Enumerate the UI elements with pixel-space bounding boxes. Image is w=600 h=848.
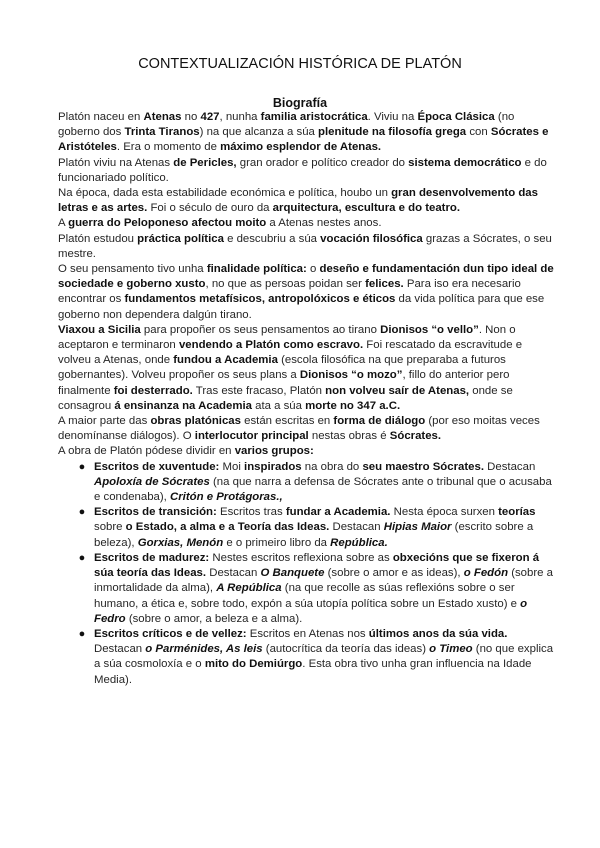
- emphasis-text: [145, 643, 262, 655]
- text-run: (sobre a inmortalidade da alma),: [94, 567, 553, 595]
- emphasis-text: Sócrates e Aristóteles: [58, 126, 549, 154]
- works-group-item: [58, 551, 558, 627]
- emphasis-text: seu maestro Sócrates.: [362, 460, 484, 473]
- emphasis-text: [216, 582, 281, 594]
- text-run: Na época, dada esta estabilidade económica e política, houbo un: [58, 187, 392, 200]
- emphasis-text: [170, 491, 283, 503]
- text-run: Escritos tras: [216, 506, 286, 519]
- emphasis-text: non volveu saír de Atenas,: [325, 384, 470, 397]
- emphasis-text: máximo esplendor de Atenas.: [220, 141, 382, 154]
- text-run: con: [466, 126, 491, 139]
- emphasis-text: Trinta Tiranos: [124, 126, 200, 139]
- emphasis-text: varios grupos:: [234, 445, 314, 458]
- text-run: nestas obras é: [308, 430, 390, 443]
- emphasis-text: fundar a Academia.: [285, 506, 391, 519]
- text-run: , nunha: [219, 111, 261, 123]
- emphasis-text: últimos anos da súa vida.: [368, 627, 508, 640]
- emphasis-text: Escritos críticos e de vellez:: [94, 627, 247, 640]
- bullet-icon: ●: [78, 627, 86, 640]
- emphasis-text: finalidade política:: [206, 263, 307, 276]
- emphasis-text: arquitectura, escultura e do teatro.: [272, 202, 461, 215]
- text-run: (sobre o amor e as ideas),: [324, 567, 464, 580]
- text-run: Destacan: [206, 567, 261, 580]
- text-run: sobre: [94, 521, 126, 534]
- text-run: Foi o século de ouro da: [147, 202, 273, 215]
- emphasis-text: guerra do Peloponeso afectou moito: [68, 217, 267, 230]
- emphasis-text: [94, 476, 210, 488]
- text-run: están escritas en: [240, 415, 334, 428]
- emphasis-text: teorías: [498, 506, 536, 519]
- emphasis-text: práctica política: [137, 232, 224, 245]
- paragraph: [58, 323, 558, 414]
- text-run: A maior parte das: [58, 415, 151, 428]
- emphasis-text: Escritos de transición:: [94, 506, 217, 519]
- text-run: e o primeiro libro da: [223, 536, 331, 549]
- paragraph: [58, 414, 558, 444]
- emphasis-text: [384, 521, 452, 533]
- text-run: Destacan: [94, 643, 146, 656]
- emphasis-text: Hipias Maior: [383, 521, 452, 534]
- body-text: [58, 110, 558, 688]
- text-run: (sobre o amor, a beleza e a alma).: [125, 612, 303, 625]
- emphasis-text: deseño e fundamentación dun tipo ideal de sociedade e goberno xusto: [58, 263, 554, 291]
- emphasis-text: Critón e Protágoras.,: [170, 491, 283, 504]
- paragraph-list: [58, 110, 558, 460]
- emphasis-text: fundamentos metafísicos, antropolóxicos e éticos: [124, 293, 396, 306]
- text-run: Para iso era necesario encontrar os: [58, 278, 521, 306]
- emphasis-text: vocación filosófica: [320, 232, 423, 245]
- emphasis-text: mito do Demiúrgo: [204, 658, 303, 671]
- text-run: e descubriu a súa: [223, 232, 321, 245]
- paragraph: [58, 232, 558, 262]
- works-group-list: [58, 460, 558, 688]
- emphasis-text: plenitude na filosofía grega: [318, 126, 467, 139]
- bullet-icon: ●: [78, 460, 86, 473]
- text-run: , no que as persoas poidan ser: [205, 278, 366, 291]
- emphasis-text: o Timeo: [429, 643, 473, 656]
- text-run: Moi: [219, 460, 245, 473]
- emphasis-text: [464, 567, 508, 579]
- text-run: na obra do: [301, 460, 363, 473]
- text-run: (na que recolle as súas reflexións sobre o ser humano, a ética e, sobre todo, expón a súa utopía política sobre un Estado xusto) e: [94, 582, 521, 610]
- emphasis-text: á ensinanza na Academia: [114, 399, 252, 412]
- text-run: . Viviu na: [367, 111, 418, 123]
- text-run: Foi rescatado da escravitude e volveu a Atenas, onde: [58, 339, 523, 367]
- emphasis-text: Dionisos “o vello”: [380, 323, 479, 336]
- text-run: Platón naceu en: [58, 111, 144, 123]
- emphasis-text: República.: [330, 536, 388, 549]
- text-run: . Esta obra tivo unha gran influencia na Idade Media).: [94, 658, 532, 686]
- emphasis-text: Dionisos “o mozo”: [299, 369, 403, 382]
- text-run: Tras este fracaso, Platón: [192, 384, 326, 397]
- emphasis-text: interlocutor principal: [194, 430, 309, 443]
- text-run: Nesta época surxen: [390, 506, 499, 519]
- emphasis-text: felices.: [365, 278, 404, 291]
- text-run: ata a súa: [251, 399, 306, 412]
- text-run: onde se consagrou: [58, 384, 513, 412]
- paragraph: [58, 186, 558, 216]
- text-run: (por eso moitas veces denomínanse diálogos). O: [58, 415, 540, 443]
- emphasis-text: forma de diálogo: [333, 415, 426, 428]
- emphasis-text: obras platónicas: [150, 415, 241, 428]
- emphasis-text: o Fedón: [463, 567, 509, 580]
- emphasis-text: de Pericles,: [173, 156, 237, 169]
- text-run: ) na que alcanza a súa: [199, 126, 319, 139]
- text-run: gran orador e político creador do: [236, 156, 409, 169]
- emphasis-text: vendendo a Platón como escravo.: [178, 339, 364, 352]
- emphasis-text: o Estado, a alma e a Teoría das Ideas.: [125, 521, 330, 534]
- works-group-item: [58, 505, 558, 551]
- emphasis-text: Atenas: [143, 111, 182, 123]
- text-run: o: [306, 263, 320, 276]
- emphasis-text: [138, 537, 223, 549]
- text-run: (no goberno dos: [58, 111, 515, 139]
- text-run: Platón viviu na Atenas: [58, 156, 174, 169]
- text-run: Destacan: [329, 521, 384, 534]
- text-run: (autocrítica da teoría das ideas): [262, 643, 430, 656]
- emphasis-text: gran desenvolvemento das letras e as artes.: [58, 187, 538, 215]
- emphasis-text: O Banquete: [260, 567, 325, 580]
- text-run: para propoñer os seus pensamentos ao tirano: [140, 323, 381, 336]
- section-heading-biografia: Biografía: [272, 96, 328, 110]
- paragraph: [58, 262, 558, 323]
- emphasis-text: A República: [216, 582, 282, 595]
- text-run: . Non o aceptaron e terminaron: [58, 323, 516, 352]
- text-run: Platón estudou: [58, 232, 138, 245]
- text-run: e do funcionariado político.: [58, 156, 547, 184]
- text-run: (na que narra a defensa de Sócrates ante o tribunal que o acusaba e condenaba),: [94, 475, 552, 504]
- text-run: O seu pensamento tivo unha: [58, 263, 207, 276]
- emphasis-text: morte no 347 a.C.: [305, 399, 401, 412]
- emphasis-text: o Fedro: [94, 597, 528, 625]
- text-run: Escritos en Atenas nos: [246, 627, 369, 640]
- emphasis-text: Sócrates.: [389, 430, 442, 443]
- emphasis-text: 427: [200, 111, 220, 123]
- paragraph: [58, 444, 558, 459]
- emphasis-text: [261, 567, 325, 579]
- paragraph: [58, 216, 558, 231]
- text-run: Destacan: [484, 460, 536, 473]
- paragraph: [58, 110, 558, 156]
- emphasis-text: Apoloxía de Sócrates: [94, 475, 210, 488]
- emphasis-text: foi desterrado.: [113, 384, 193, 397]
- emphasis-text: sistema democrático: [408, 156, 522, 169]
- emphasis-text: familia aristocrática: [260, 111, 368, 123]
- emphasis-text: [330, 537, 388, 549]
- paragraph: [58, 156, 558, 186]
- text-run: Nestes escritos reflexiona sobre as: [209, 551, 393, 564]
- emphasis-text: Escritos de xuventude:: [94, 460, 220, 473]
- text-run: (no que explica a súa cosmoloxía e o: [94, 643, 554, 671]
- emphasis-text: obxecións que se fixeron á súa teoría das Ideas.: [94, 551, 540, 580]
- text-run: (escola filosófica na que preparaba a futuros gobernantes). Volveu propoñer os seus plans a: [58, 354, 506, 382]
- text-run: , fillo do anterior pero finalmente: [58, 369, 510, 397]
- emphasis-text: Escritos de madurez:: [94, 551, 210, 564]
- text-run: a Atenas nestes anos.: [266, 217, 382, 230]
- bullet-icon: ●: [78, 551, 86, 564]
- works-group-item: [58, 460, 558, 506]
- emphasis-text: Época Clásica: [417, 111, 495, 123]
- bullet-icon: ●: [78, 506, 86, 519]
- text-run: (escrito sobre a beleza),: [94, 521, 534, 549]
- text-run: A: [58, 217, 69, 230]
- works-group-item: [58, 627, 558, 688]
- document-title: CONTEXTUALIZACIÓN HISTÓRICA DE PLATÓN: [138, 56, 462, 72]
- emphasis-text: fundou a Academia: [173, 354, 278, 367]
- emphasis-text: [429, 643, 472, 655]
- emphasis-text: Gorxias, Menón: [137, 536, 224, 549]
- emphasis-text: o Parménides, As leis: [145, 643, 263, 656]
- emphasis-text: inspirados: [244, 460, 302, 473]
- text-run: . Era o momento de: [116, 141, 221, 154]
- text-run: grazas a Sócrates, o seu mestre.: [58, 232, 552, 260]
- text-run: da vida política para que ese goberno non dependera dalgún tirano.: [58, 293, 545, 321]
- text-run: no: [181, 111, 201, 123]
- text-run: A obra de Platón pódese dividir en: [58, 445, 235, 458]
- emphasis-text: Viaxou a Sicilia: [58, 323, 141, 336]
